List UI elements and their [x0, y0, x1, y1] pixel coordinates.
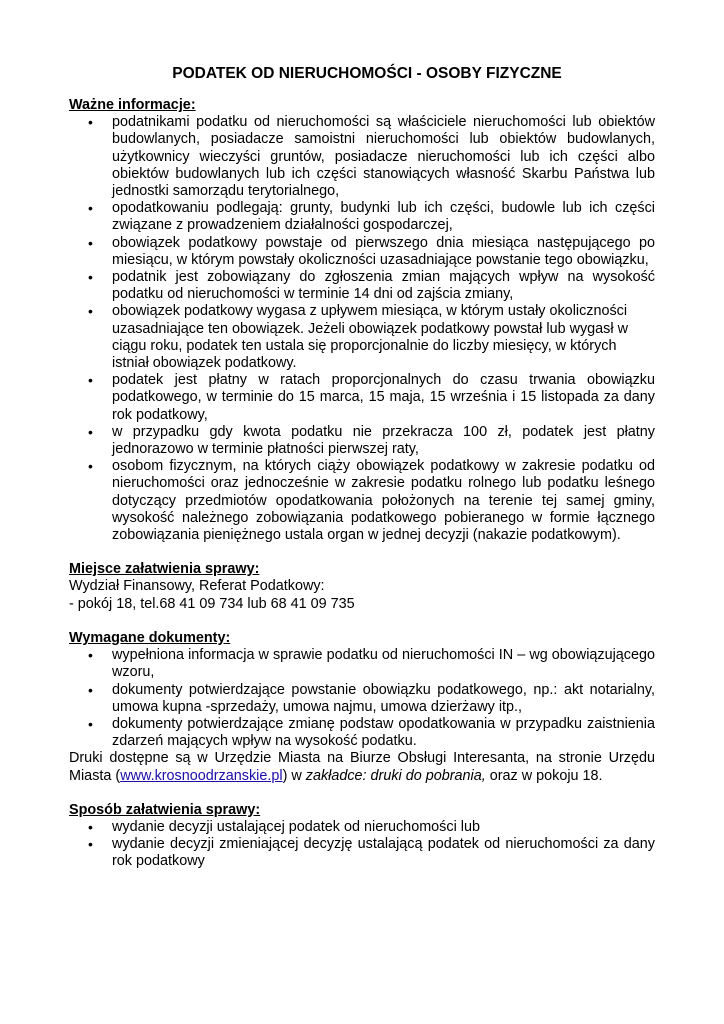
forms-note: Druki dostępne są w Urzędzie Miasta na Biurze Obsługi Interesanta, na stronie Urzędu Miasta (www.krosnoodrzanskie.pl) w zakładce: druki do pobrania, oraz w pokoju 18. — [69, 750, 655, 784]
important-info-list — [69, 114, 655, 544]
place-contact: - pokój 18, tel.68 41 09 734 lub 68 41 09 735 — [69, 595, 355, 612]
place-section — [69, 561, 655, 613]
bullet-icon: • — [88, 114, 93, 131]
documents-heading: Wymagane dokumenty: — [69, 629, 231, 646]
bullet-icon: • — [88, 647, 93, 664]
list-item: • w przypadku gdy kwota podatku nie przekracza 100 zł, podatek jest płatny jednorazowo w terminie płatności pierwszej raty, — [88, 423, 655, 458]
method-list — [69, 819, 655, 871]
bullet-icon: • — [88, 681, 93, 698]
list-item: • opodatkowaniu podlegają: grunty, budynki lub ich części, budowle lub ich części związane z prowadzeniem działalności gospodarczej, — [88, 200, 655, 234]
document-page — [69, 64, 655, 871]
list-item: • osobom fizycznym, na których ciąży obowiązek podatkowy w zakresie podatku od nieruchomości oraz jednocześnie w zakresie podatku rolnego lub podatku leśnego dotyczący przedmiotów opodatkowania położonych na terenie tej samej gminy, wysokość należnego zobowiązania podatkowego pobieranego w formie łącznego zobowiązania pieniężnego ustala organ w jednej decyzji (nakazie podatkowym). — [88, 458, 655, 544]
list-item: • obowiązek podatkowy wygasa z upływem miesiąca, w którym ustały okoliczności uzasadniające ten obowiązek. Jeżeli obowiązek podatkowy powstał lub wygasł w ciągu roku, podatek ten ustala się proporcjonalnie do liczby miesięcy, w których istniał obowiązek podatkowy. — [88, 303, 628, 372]
method-heading: Sposób załatwienia sprawy: — [69, 801, 261, 818]
list-item: • podatnik jest zobowiązany do zgłoszenia zmian mających wpływ na wysokość podatku od nieruchomości w terminie 14 dni od zajścia zmiany, — [88, 269, 655, 303]
list-item: • podatnikami podatku od nieruchomości są właściciele nieruchomości lub obiektów budowlanych, posiadacze samoistni nieruchomości lub obiektów budowlanych, użytkownicy wieczyści gruntów, posiadacze nieruchomości lub ich części albo obiektów budowlanych lub ich części stanowiących własność Skarbu Państwa lub jednostki samorządu terytorialnego, — [88, 114, 655, 200]
bullet-icon: • — [88, 836, 93, 853]
list-item: • wydanie decyzji zmieniającej decyzję ustalającą podatek od nieruchomości za dany rok podatkowy — [88, 836, 655, 870]
important-info-section — [69, 97, 655, 544]
documents-list — [69, 647, 655, 750]
list-item: • podatek jest płatny w ratach proporcjonalnych do czasu trwania obowiązku podatkowego, w terminie do 15 marca, 15 maja, 15 września i 15 listopada za dany rok podatkowy, — [88, 372, 655, 423]
list-item: • wydanie decyzji ustalającej podatek od nieruchomości lub — [88, 818, 480, 835]
website-link[interactable]: www.krosnoodrzanskie.pl — [120, 767, 283, 784]
list-item: • wypełniona informacja w sprawie podatku od nieruchomości IN – wg obowiązującego wzoru, — [88, 647, 655, 681]
bullet-icon: • — [88, 372, 93, 389]
list-item: • dokumenty potwierdzające zmianę podstaw opodatkowania w przypadku zaistnienia zdarzeń mających wpływ na wysokość podatku. — [88, 715, 655, 750]
bullet-icon: • — [88, 234, 93, 251]
bullet-icon: • — [88, 458, 93, 475]
place-heading: Miejsce załatwienia sprawy: — [69, 561, 260, 578]
bullet-icon: • — [88, 200, 93, 217]
list-item: • dokumenty potwierdzające powstanie obowiązku podatkowego, np.: akt notarialny, umowa kupna -sprzedaży, umowa najmu, umowa dzierżawy itp., — [88, 681, 655, 715]
documents-section — [69, 630, 655, 785]
bullet-icon: • — [88, 269, 93, 286]
place-department: Wydział Finansowy, Referat Podatkowy: — [69, 578, 325, 595]
bullet-icon: • — [88, 715, 93, 732]
bullet-icon: • — [88, 303, 93, 320]
list-item: • obowiązek podatkowy powstaje od pierwszego dnia miesiąca następującego po miesiącu, w którym powstały okoliczności uzasadniające powstanie tego obowiązku, — [88, 234, 655, 268]
method-section — [69, 802, 655, 871]
bullet-icon: • — [88, 423, 93, 440]
bullet-icon: • — [88, 818, 93, 835]
important-info-heading: Ważne informacje: — [69, 97, 196, 113]
page-title: PODATEK OD NIERUCHOMOŚCI - OSOBY FIZYCZNE — [172, 65, 562, 82]
